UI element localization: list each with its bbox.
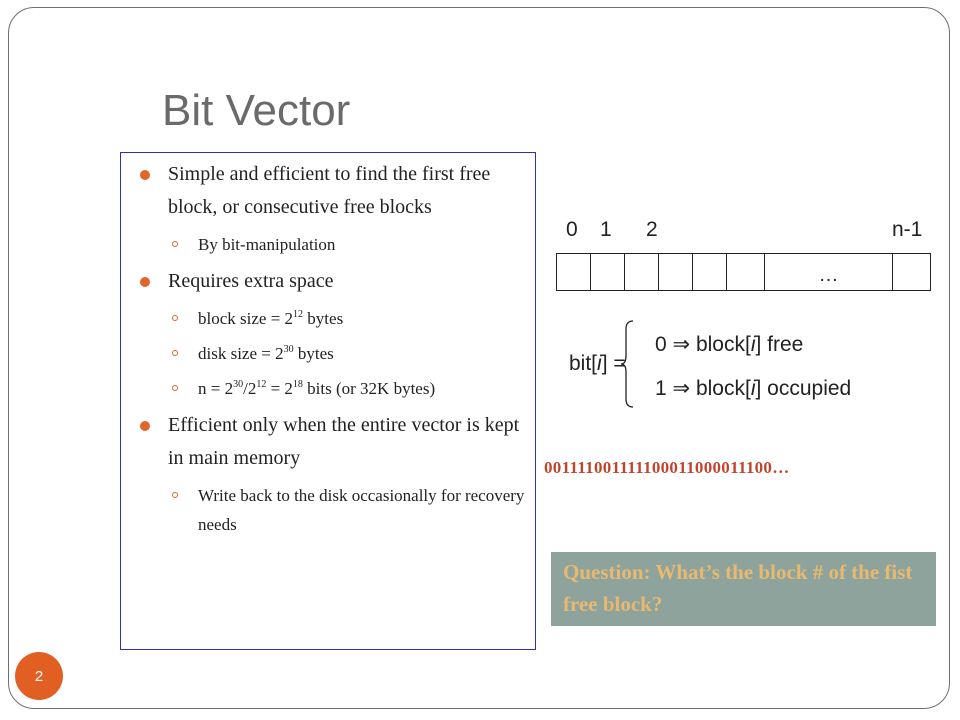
bullet-text: Simple and efficient to find the first free block, or consecutive free blocks bbox=[168, 163, 491, 218]
bullet-item bbox=[140, 158, 530, 224]
bullet-item bbox=[140, 265, 530, 298]
bit-cell bbox=[659, 254, 693, 290]
bit-string: 001111001111100011000011100… bbox=[544, 458, 790, 477]
sub-bullet-ring-icon bbox=[172, 350, 178, 356]
bullet-item bbox=[140, 409, 530, 475]
index-label-1: 1 bbox=[600, 218, 612, 241]
bit-cell bbox=[693, 254, 727, 290]
sub-bullet-item bbox=[140, 230, 530, 259]
bullet-list bbox=[140, 158, 530, 545]
implies-icon: ⇒ bbox=[672, 333, 691, 356]
question-box: Question: What’s the block # of the fist free block? bbox=[551, 552, 936, 626]
slide-title: Bit Vector bbox=[162, 86, 351, 135]
case-free: 0 ⇒ block[i] free bbox=[655, 333, 804, 356]
sub-bullet-n-formula: $n = 2^{30}/2^{12} = 2^{18}$ bits (or 32K bytes) bbox=[140, 374, 530, 403]
bit-definition-label: bit[i] = bbox=[569, 352, 626, 375]
bit-cell bbox=[557, 254, 591, 290]
sub-bullet-disk-size: disk size = $2^{30}$ bytes bbox=[140, 339, 530, 368]
index-label-last: n-1 bbox=[892, 218, 923, 241]
curly-brace-icon bbox=[620, 320, 634, 408]
index-label-0: 0 bbox=[566, 218, 578, 241]
bullet-dot-icon bbox=[140, 277, 150, 287]
sub-bullet-ring-icon bbox=[172, 385, 178, 391]
bit-cell-ellipsis: … bbox=[765, 254, 893, 290]
index-label-2: 2 bbox=[646, 218, 658, 241]
bit-cell-last bbox=[893, 254, 930, 290]
bit-cell bbox=[625, 254, 659, 290]
bullet-text: Efficient only when the entire vector is kept in main memory bbox=[168, 414, 520, 469]
page-number-badge: 2 bbox=[15, 652, 63, 700]
bit-cell bbox=[727, 254, 765, 290]
case-occupied: 1 ⇒ block[i] occupied bbox=[655, 377, 852, 400]
bit-vector-cells bbox=[556, 253, 931, 291]
bullet-dot-icon bbox=[140, 421, 150, 431]
sub-bullet-ring-icon bbox=[172, 492, 178, 498]
sub-bullet-text: Write back to the disk occasionally for recovery needs bbox=[198, 486, 525, 534]
sub-bullet-ring-icon bbox=[172, 241, 178, 247]
sub-bullet-item bbox=[140, 481, 530, 539]
bullet-text: Requires extra space bbox=[168, 270, 334, 292]
sub-bullet-block-size: block size = $2^{12}$ bytes bbox=[140, 304, 530, 333]
bullet-dot-icon bbox=[140, 170, 150, 180]
bit-cell bbox=[591, 254, 625, 290]
sub-bullet-text: By bit-manipulation bbox=[198, 235, 336, 254]
implies-icon: ⇒ bbox=[672, 377, 691, 400]
sub-bullet-ring-icon bbox=[172, 315, 178, 321]
